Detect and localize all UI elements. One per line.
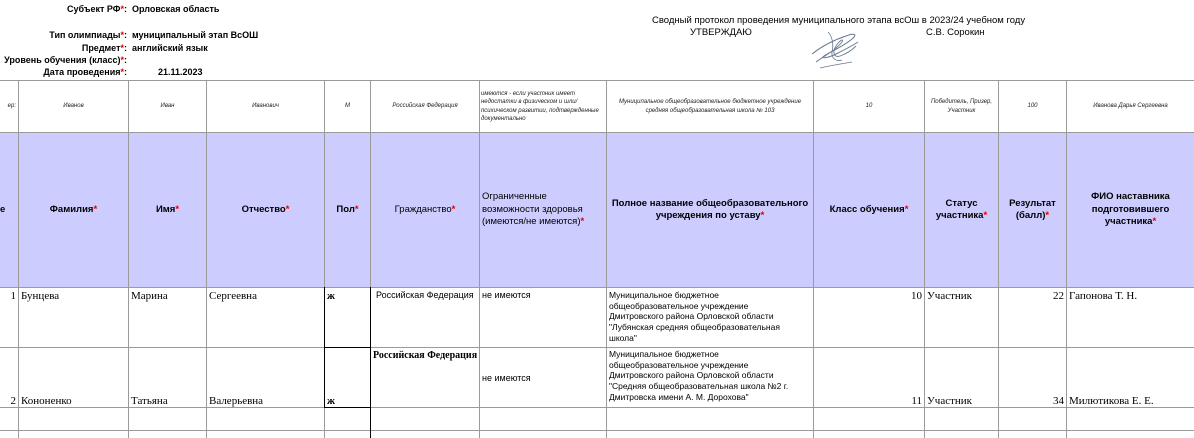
row-limits[interactable]: не имеются xyxy=(482,290,531,300)
example-mentor: Иванова Дарья Сергеевна xyxy=(1093,103,1168,110)
col-header-status: Статус участника* xyxy=(935,197,988,221)
col-header-school: Полное название общеобразовательного учреждения по уставу* xyxy=(611,197,809,221)
row-score[interactable]: 22 xyxy=(1053,290,1064,302)
subject-area-label: Предмет*: xyxy=(81,43,127,53)
col-header-limits: Ограниченные возможности здоровья (имеются/не имеются)* xyxy=(482,191,585,228)
example-citizenship: Российская Федерация xyxy=(392,103,458,110)
olympiad-type-label: Тип олимпиады*: xyxy=(49,30,127,40)
row-status[interactable]: Участник xyxy=(927,395,973,407)
date-label: Дата проведения*: xyxy=(43,67,127,77)
row-name[interactable]: Марина xyxy=(131,290,168,302)
example-num: ер: xyxy=(7,103,16,110)
row-gender[interactable]: ж xyxy=(327,290,335,302)
approve-label: УТВЕРЖДАЮ xyxy=(690,27,752,38)
subject-value: Орловская область xyxy=(132,4,220,14)
col-header-gender: Пол* xyxy=(336,203,359,215)
row-surname[interactable]: Бунцева xyxy=(21,290,60,302)
row-school[interactable]: Муниципальное бюджетное общеобразовательное учреждение Дмитровского района Орловской области "Средняя общеобразовательная школа №2 г. Дмитровска имени А. М. Дорохова" xyxy=(609,349,789,402)
row-surname[interactable]: Кононенко xyxy=(21,395,72,407)
row-mentor[interactable]: Гапонова Т. Н. xyxy=(1069,290,1138,302)
example-score: 100 xyxy=(1027,103,1038,110)
col-header-name: Имя* xyxy=(155,203,180,215)
row-citizenship[interactable]: Российская Федерация xyxy=(376,290,474,300)
row-name[interactable]: Татьяна xyxy=(131,395,168,407)
col-header-patronymic: Отчество* xyxy=(241,203,290,215)
row-gender[interactable]: ж xyxy=(327,395,335,407)
row-num[interactable]: 2 xyxy=(10,395,16,407)
olympiad-type-value: муниципальный этап ВсОШ xyxy=(132,30,259,40)
example-status: Победитель, Призер, Участник xyxy=(930,99,993,114)
protocol-title: Сводный протокол проведения муниципального этапа всОш в 2023/24 учебном году xyxy=(652,15,1026,26)
row-citizenship[interactable]: Российская Федерация xyxy=(373,350,478,361)
col-header-score: Результат (балл)* xyxy=(1009,197,1056,221)
col-header-surname: Фамилия* xyxy=(49,203,98,215)
row-limits[interactable]: не имеются xyxy=(482,373,531,383)
example-patronymic: Иванович xyxy=(252,103,279,110)
date-value: 21.11.2023 xyxy=(158,67,203,77)
approver-name: С.В. Сорокин xyxy=(926,27,985,38)
example-limits: имеются - если участник имеет недостатки в физическом и шли/психическом развитии, подтвержденные документально xyxy=(481,91,599,122)
row-patronymic[interactable]: Валерьевна xyxy=(209,395,264,407)
row-grade[interactable]: 11 xyxy=(911,395,922,407)
subject-label: Субъект РФ*: xyxy=(66,4,127,14)
col-header-grade: Класс обучения* xyxy=(829,203,909,215)
col-header-num: е xyxy=(0,203,6,215)
subject-area-value: английский язык xyxy=(132,43,208,53)
example-name: Иван xyxy=(160,103,175,110)
example-grade: 10 xyxy=(865,103,873,110)
row-num[interactable]: 1 xyxy=(10,290,16,302)
col-header-mentor: ФИО наставника подготовившего участника* xyxy=(1091,191,1170,228)
row-patronymic[interactable]: Сергеевна xyxy=(209,290,257,302)
row-score[interactable]: 34 xyxy=(1053,395,1064,407)
row-status[interactable]: Участник xyxy=(927,290,973,302)
example-gender: М xyxy=(345,103,350,110)
row-grade[interactable]: 10 xyxy=(911,290,922,302)
example-school: Муниципальное общеобразовательное бюджетное учреждение средняя общеобразовательная школа № 103 xyxy=(618,99,802,114)
example-surname: Иванов xyxy=(63,103,84,110)
col-header-citizenship: Гражданство* xyxy=(394,203,456,215)
row-mentor[interactable]: Милютикова Е. Е. xyxy=(1069,395,1154,407)
row-school[interactable]: Муниципальное бюджетное общеобразовательное учреждение Дмитровского района Орловской области "Лубянская средняя общеобразовательная школа" xyxy=(609,290,780,343)
level-label: Уровень обучения (класс)*: xyxy=(4,55,127,65)
